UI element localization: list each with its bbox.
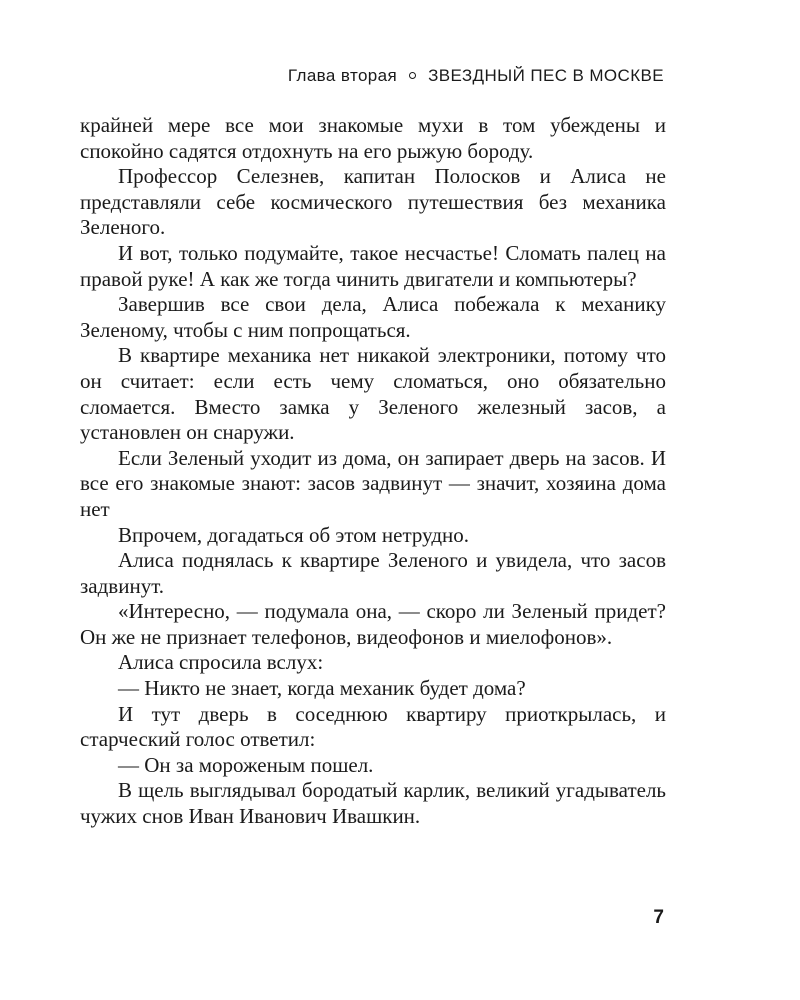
paragraph: Если Зеленый уходит из дома, он запирает дверь на засов. И все его знакомые знают: засов задвинут — значит, хозяина дома нет	[80, 445, 666, 521]
paragraph: Впрочем, догадаться об этом нетрудно.	[118, 522, 469, 547]
paragraph: В щель выглядывал бородатый карлик, великий угадыватель чужих снов Иван Иванович Ивашкин.	[80, 778, 666, 829]
paragraph: Алиса спросила вслух:	[118, 650, 324, 675]
paragraph: «Интересно, — подумала она, — скоро ли Зеленый придет? Он же не признает телефонов, видеофонов и миелофонов».	[80, 599, 666, 649]
chapter-label: Глава вторая	[287, 66, 398, 85]
circle-separator-icon	[409, 72, 416, 79]
paragraph: Алиса поднялась к квартире Зеленого и увидела, что засов задвинут.	[80, 548, 666, 598]
running-header	[288, 66, 664, 86]
paragraph: Профессор Селезнев, капитан Полосков и Алиса не представляли себе космического путешествия без механика Зеленого.	[80, 164, 666, 240]
paragraph: И вот, только подумайте, такое несчастье! Сломать палец на правой руке! А как же тогда чинить двигатели и компьютеры?	[80, 240, 666, 291]
chapter-title: ЗВЕЗДНЫЙ ПЕС В МОСКВЕ	[428, 66, 664, 85]
paragraph: Завершив все свои дела, Алиса побежала к механику Зеленому, чтобы с ним попрощаться.	[80, 292, 666, 342]
paragraph: И тут дверь в соседнюю квартиру приоткрылась, и старческий голос ответил:	[80, 701, 666, 752]
page-body	[80, 113, 666, 830]
paragraph: — Он за мороженым пошел.	[118, 752, 374, 777]
paragraph: — Никто не знает, когда механик будет дома?	[118, 676, 526, 701]
paragraph: крайней мере все мои знакомые мухи в том убеждены и спокойно садятся отдохнуть на его рыжую бороду.	[80, 113, 666, 163]
paragraph: В квартире механика нет никакой электроники, потому что он считает: если есть чему сломаться, оно обязательно сломается. Вместо замка у Зеленого железный засов, а установлен он снаружи.	[80, 343, 666, 445]
page-number: 7	[653, 907, 664, 928]
